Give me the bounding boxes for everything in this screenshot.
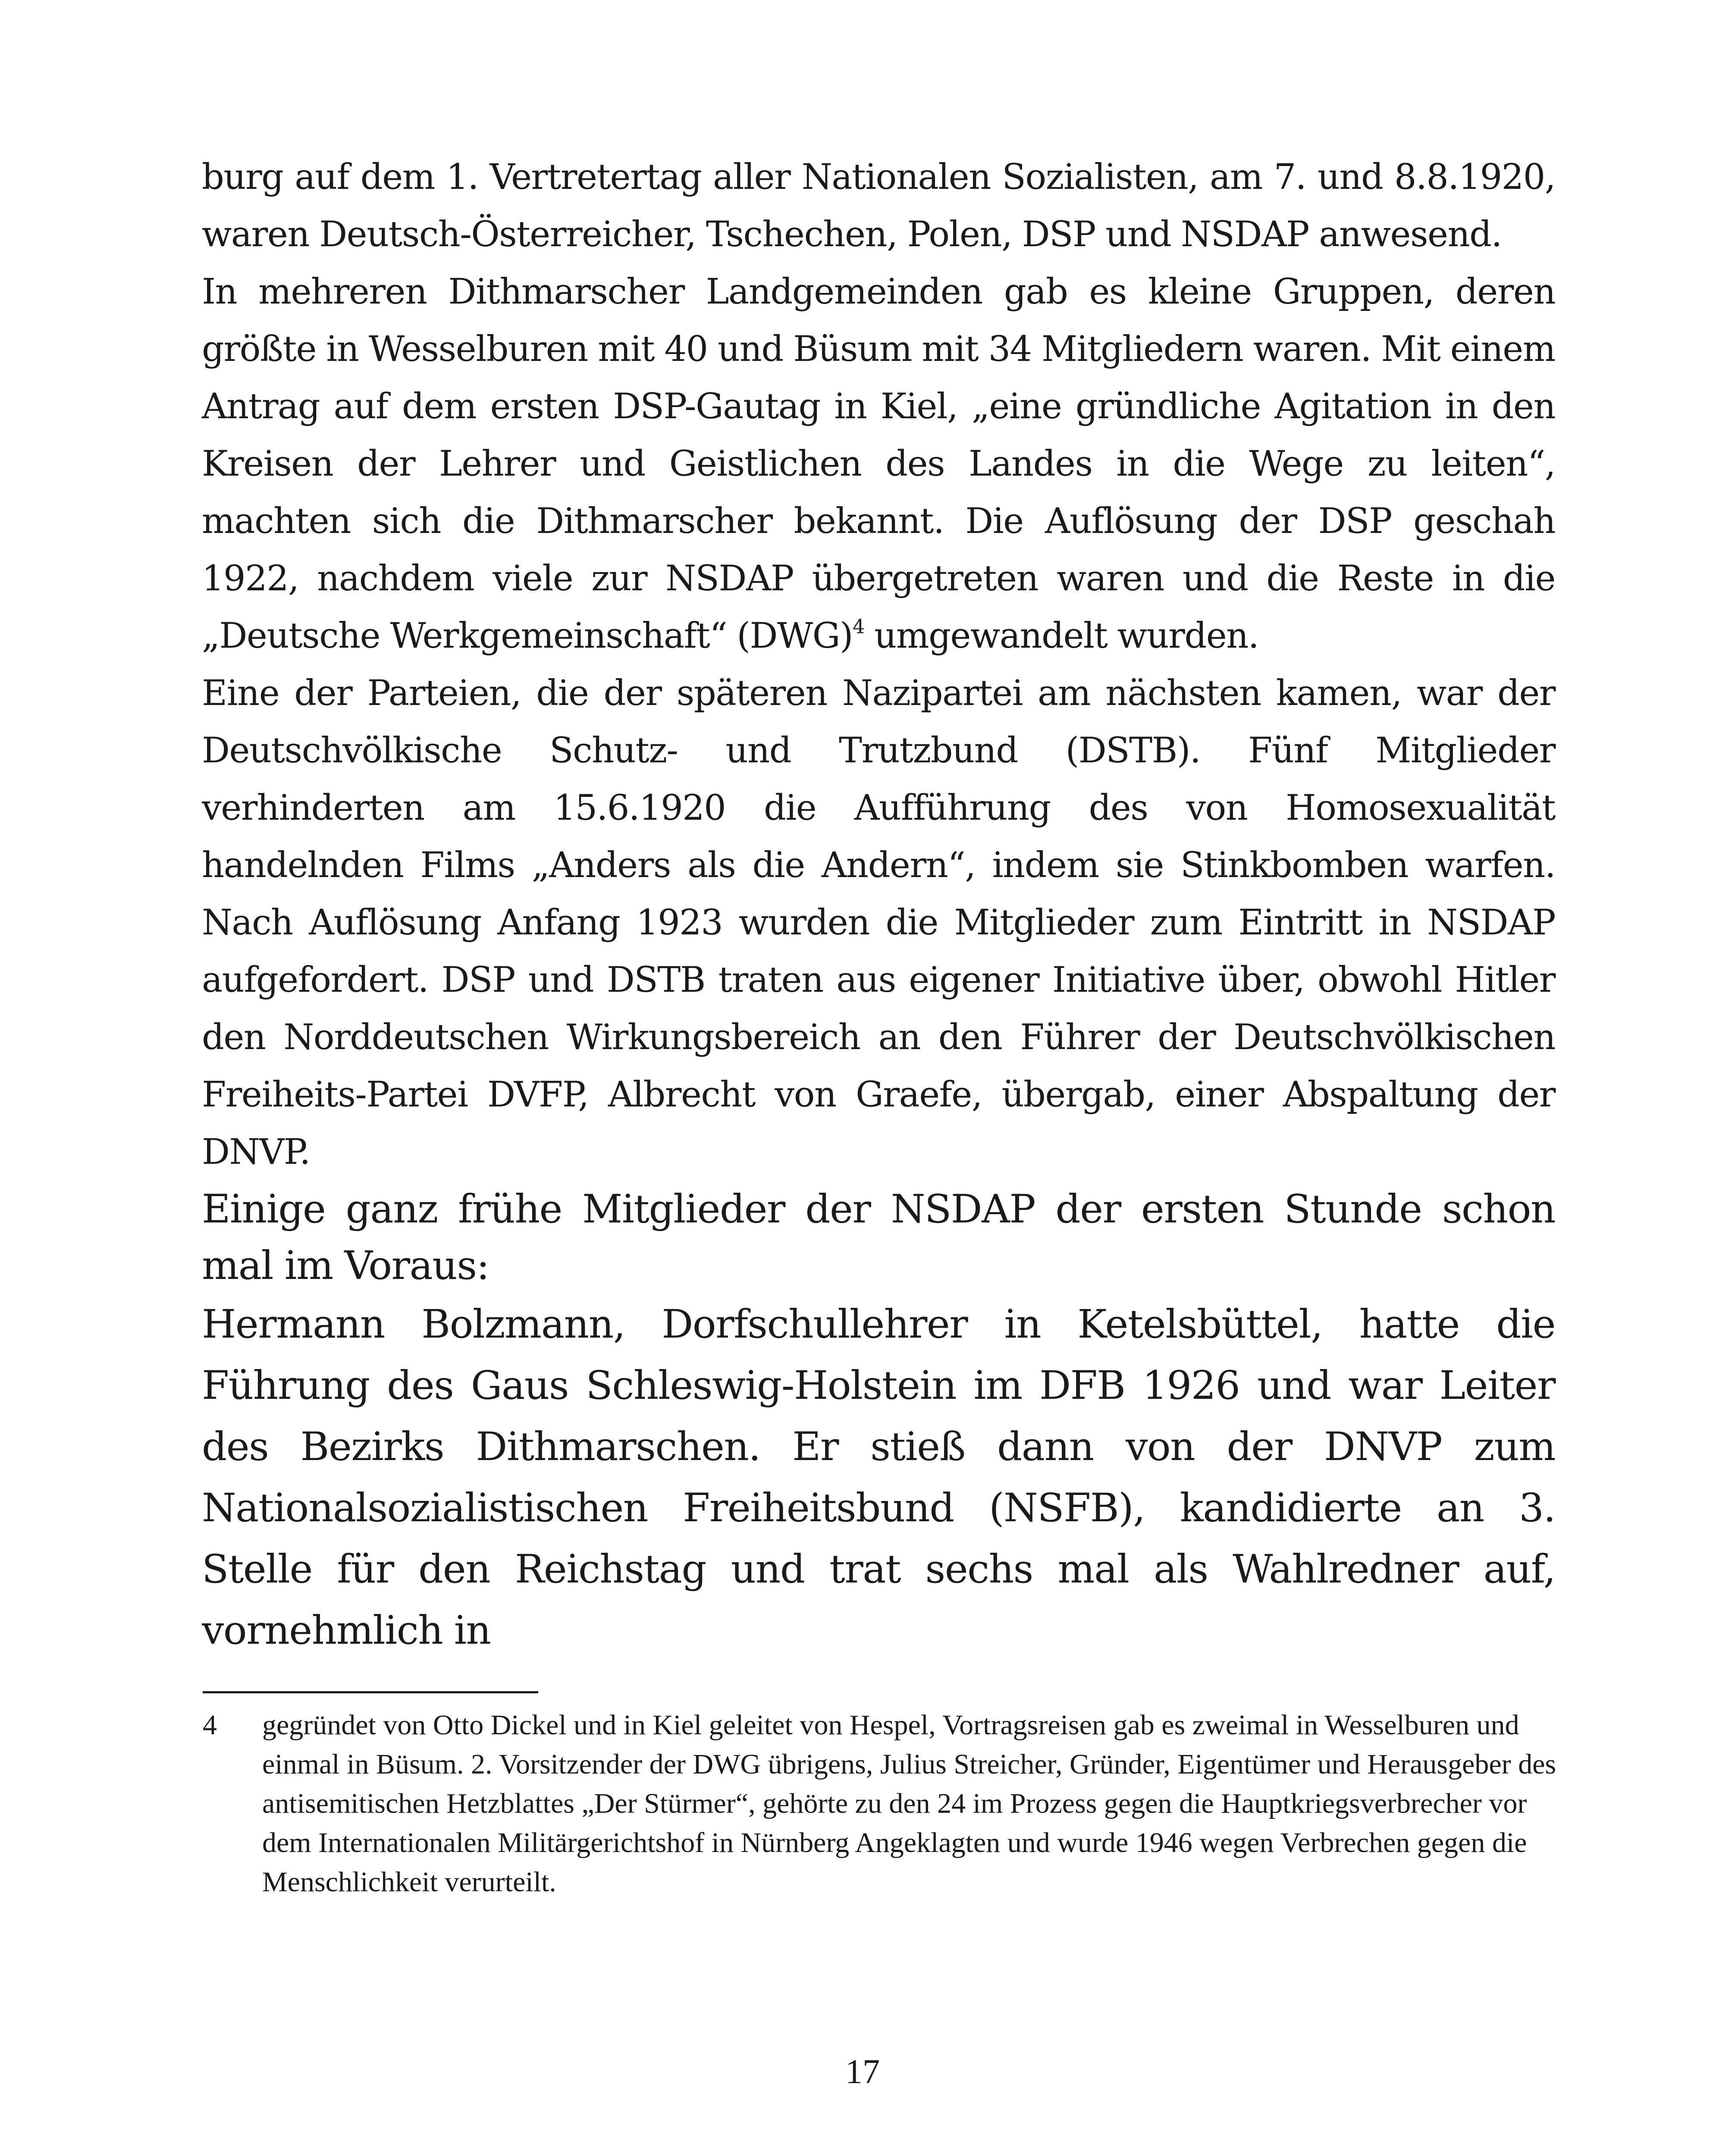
paragraph-1: burg auf dem 1. Vertretertag aller Nationalen Sozialisten, am 7. und 8.8.1920, waren Deutsch-Österreicher, Tschechen, Polen, DSP und NSDAP anwesend. xyxy=(202,157,1555,255)
page-number: 17 xyxy=(845,2053,880,2091)
footnote xyxy=(203,1705,1557,1902)
paragraph-2 xyxy=(202,263,1555,665)
paragraph-3: Eine der Parteien, die der späteren Nazipartei am nächsten kamen, war der Deutschvölkische Schutz- und Trutzbund (DSTB). Fünf Mitglieder verhinderten am 15.6.1920 die Aufführung des von Homosexualität handelnden Films „Anders als die Andern“, indem sie Stinkbomben warfen. Nach Auflösung Anfang 1923 wurden die Mitglieder zum Eintritt in NSDAP aufgefordert. DSP und DSTB traten aus eigener Initiative über, obwohl Hitler den Norddeutschen Wirkungsbereich an den Führer der Deutschvölkischen Freiheits-Partei DVFP, Albrecht von Graefe, übergab, einer Abspaltung der DNVP. xyxy=(202,673,1555,1172)
footnote-number: 4 xyxy=(203,1709,217,1741)
footnote-separator xyxy=(203,1691,538,1693)
paragraph-2-tail: umgewandelt wurden. xyxy=(874,616,1259,656)
main-text xyxy=(202,149,1555,1661)
paragraph-4: Einige ganz frühe Mitglieder der NSDAP der ersten Stunde schon mal im Voraus: xyxy=(202,1187,1555,1288)
footnote-reference[interactable]: 4 xyxy=(853,615,864,638)
paragraph-2-text: In mehreren Dithmarscher Landgemeinden gab es kleine Gruppen, deren größte in Wesselburen mit 40 und Büsum mit 34 Mitgliedern waren. Mit einem Antrag auf dem ersten DSP-Gautag in Kiel, „eine gründliche Agitation in den Kreisen der Lehrer und Geistlichen des Landes in die Wege zu leiten“, machten sich die Dithmarscher bekannt. Die Auflösung der DSP geschah 1922, nachdem viele zur NSDAP übergetreten waren und die Reste in die „Deutsche Werkgemeinschaft“ (DWG) xyxy=(202,272,1555,656)
footnote-text: gegründet von Otto Dickel und in Kiel geleitet von Hespel, Vortragsreisen gab es zweimal in Wesselburen und einmal in Büsum. 2. Vorsitzender der DWG übrigens, Julius Streicher, Gründer, Eigentümer und Herausgeber des antisemitischen Hetzblattes „Der Stürmer“, gehörte zu den 24 im Prozess gegen die Hauptkriegsverbrecher vor dem Internationalen Militärgerichtshof in Nürnberg Angeklagten und wurde 1946 wegen Verbrechen gegen die Menschlichkeit verurteilt. xyxy=(262,1709,1556,1898)
paragraph-5: Hermann Bolzmann, Dorfschullehrer in Ketelsbüttel, hatte die Führung des Gaus Schleswig-Holstein im DFB 1926 und war Leiter des Bezirks Dithmarschen. Er stieß dann von der DNVP zum Nationalsozialistischen Freiheitsbund (NSFB), kandidierte an 3. Stelle für den Reichstag und trat sechs mal als Wahlredner auf, vornehmlich in xyxy=(202,1302,1555,1653)
